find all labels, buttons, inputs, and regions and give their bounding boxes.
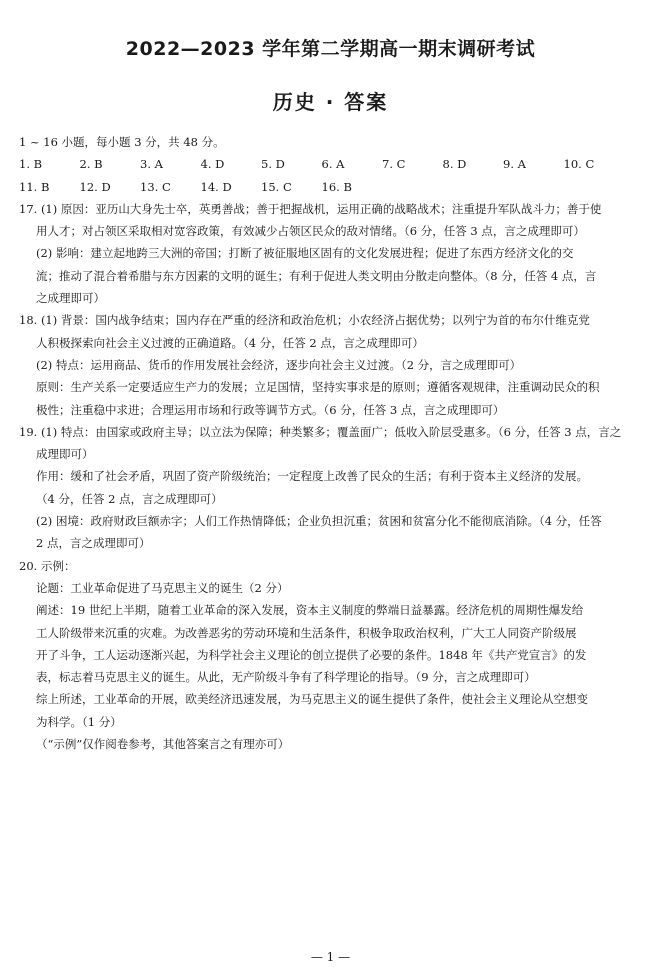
answer-line: 流；推动了混合着希腊与东方因素的文明的诞生；有利于促进人类文明由分散走向整体。（8 分，任答 4 点，言: [36, 268, 597, 283]
answer-line: 之成理即可）: [36, 291, 105, 306]
answer-line: 20. 示例：: [19, 558, 76, 573]
choice-answer: 14. D: [200, 179, 232, 194]
choice-answers-row-1: [19, 153, 649, 175]
answer-line: （“示例”仅作阅卷参考，其他答案言之有理亦可）: [36, 737, 290, 752]
answer-line: (2) 困境：政府财政巨额赤字；人们工作热情降低；企业负担沉重；贫困和贫富分化不能彻底消除。（4 分，任答: [36, 514, 602, 529]
answer-line: 工人阶级带来沉重的灾难。为改善恶劣的劳动环境和生活条件，积极争取政治权利，广大工人同资产阶级展: [36, 625, 577, 640]
exam-title: 2022—2023 学年第二学期高一期末调研考试: [125, 38, 536, 60]
answer-line: 综上所述，工业革命的开展，欧美经济迅速发展，为马克思主义的诞生提供了条件，使社会主义理论从空想变: [36, 692, 588, 707]
answer-line: 原则：生产关系一定要适应生产力的发展；立足国情，坚持实事求是的原则；遵循客观规律，注重调动民众的积: [36, 380, 600, 395]
choice-answer: 3. A: [140, 157, 163, 172]
choice-answer: 4. D: [200, 157, 225, 172]
choice-answer: 2. B: [79, 157, 103, 172]
answer-line: (2) 影响：建立起地跨三大洲的帝国；打断了被征服地区固有的文化发展进程；促进了东西方经济文化的交: [36, 246, 574, 261]
answer-line: （4 分，任答 2 点，言之成理即可）: [36, 491, 223, 506]
choice-answer: 5. D: [261, 157, 285, 172]
answer-line: 19. (1) 特点：由国家或政府主导；以立法为保障；种类繁多；覆盖面广；低收入阶层受惠多。（6 分，任答 3 点，言之: [19, 424, 622, 439]
question-20-answer: [19, 555, 649, 756]
answer-line: (2) 特点：运用商品、货币的作用发展社会经济，逐步向社会主义过渡。（2 分，言之成理即可）: [36, 357, 522, 372]
answer-line: 阐述：19 世纪上半期，随着工业革命的深入发展，资本主义制度的弊端日益暴露。经济危机的周期性爆发给: [36, 603, 584, 618]
choice-answer: 10. C: [563, 157, 595, 172]
choice-answer: 15. C: [261, 179, 292, 194]
answer-line: 开了斗争，工人运动逐渐兴起，为科学社会主义理论的创立提供了必要的条件。1848 年《共产党宣言》的发: [36, 647, 587, 662]
answer-line: 极性；注重稳中求进；合理运用市场和行政等调节方式。（6 分，任答 3 点，言之成理即可）: [36, 402, 505, 417]
answer-line: 为科学。（1 分）: [36, 714, 122, 729]
answer-line: 人积极探索向社会主义过渡的正确道路。（4 分，任答 2 点，言之成理即可）: [36, 335, 424, 350]
answer-line: 成理即可）: [36, 447, 94, 462]
answer-line: 作用：缓和了社会矛盾，巩固了资产阶级统治；一定程度上改善了民众的生活；有利于资本主义经济的发展。: [36, 469, 588, 484]
choice-answer: 7. C: [382, 157, 406, 172]
answer-line: 用人才；对占领区采取相对宽容政策，有效减少占领区民众的敌对情绪。（6 分，任答 3 点，言之成理即可）: [36, 224, 585, 239]
page-number: — 1 —: [310, 950, 351, 964]
answer-line: 2 点，言之成理即可）: [36, 536, 151, 551]
choice-intro: 1 ~ 16 小题，每小题 3 分，共 48 分。: [19, 135, 225, 149]
choice-answer: 12. D: [79, 179, 111, 194]
choice-answer: 11. B: [19, 179, 50, 194]
answer-line: 论题：工业革命促进了马克思主义的诞生（2 分）: [36, 580, 289, 595]
choice-answer: 9. A: [503, 157, 526, 172]
question-17-answer: [19, 198, 649, 309]
answer-content: [19, 131, 649, 755]
choice-answer: 6. A: [321, 157, 345, 172]
question-18-answer: [19, 309, 649, 420]
choice-answers-row-2: [19, 176, 649, 198]
answer-subtitle: 历史 · 答案: [272, 90, 389, 114]
answer-line: 表，标志着马克思主义的诞生。从此，无产阶级斗争有了科学理论的指导。（9 分，言之成理即可）: [36, 670, 536, 685]
choice-answer: 1. B: [19, 157, 43, 172]
answer-line: 18. (1) 背景：国内战争结束；国内存在严重的经济和政治危机；小农经济占据优势；以列宁为首的布尔什维克党: [19, 313, 590, 328]
answer-line: 17. (1) 原因：亚历山大身先士卒，英勇善战；善于把握战机，运用正确的战略战术；注重提升军队战斗力；善于使: [19, 201, 602, 216]
choice-answer: 13. C: [140, 179, 171, 194]
choice-answer: 8. D: [442, 157, 467, 172]
question-19-answer: [19, 421, 649, 555]
choice-answer: 16. B: [321, 179, 352, 194]
